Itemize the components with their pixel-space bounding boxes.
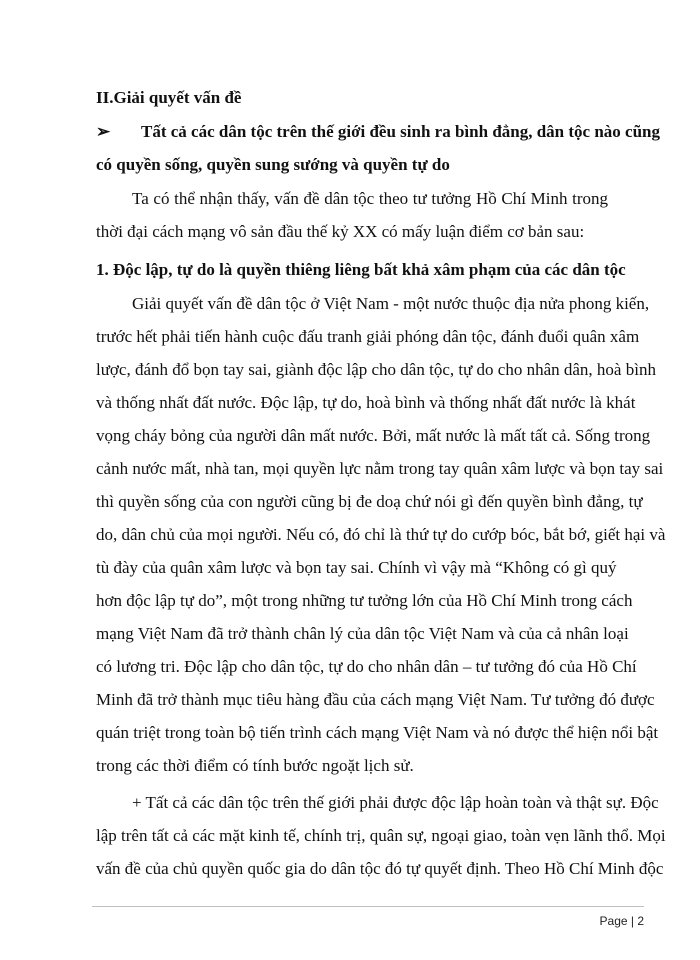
intro-line-2: thời đại cách mạng vô sản đầu thế kỷ XX có mấy luận điểm cơ bản sau: [96, 222, 585, 241]
section-heading: II.Giải quyết vấn đề [96, 88, 242, 107]
arrow-bullet-icon: ➢ [96, 122, 111, 141]
page-number: Page | 2 [599, 914, 644, 928]
paragraph2-line-3: vấn đề của chủ quyền quốc gia do dân tộc đó tự quyết định. Theo Hồ Chí Minh độc [96, 859, 664, 878]
paragraph1-line-6: cảnh nước mất, nhà tan, mọi quyền lực nằm trong tay quân xâm lược và bọn tay sai [96, 459, 664, 478]
paragraph1-line-4: và thống nhất đất nước. Độc lập, tự do, hoà bình và thống nhất đất nước là khát [96, 393, 636, 412]
paragraph1-line-14: quán triệt trong toàn bộ tiến trình cách mạng Việt Nam và nó được thể hiện nổi bật [96, 723, 659, 742]
paragraph1-line-11: mạng Việt Nam đã trở thành chân lý của dân tộc Việt Nam và của cả nhân loại [96, 624, 629, 643]
paragraph1-line-12: có lương tri. Độc lập cho dân tộc, tự do cho nhân dân – tư tưởng đó của Hồ Chí [96, 657, 637, 676]
paragraph1-line-3: lược, đánh đổ bọn tay sai, giành độc lập cho dân tộc, tự do cho nhân dân, hoà bình [96, 360, 656, 379]
intro-line-1: Ta có thể nhận thấy, vấn đề dân tộc theo tư tưởng Hồ Chí Minh trong [132, 189, 608, 208]
paragraph2-line-1: + Tất cả các dân tộc trên thế giới phải được độc lập hoàn toàn và thật sự. Độc [132, 793, 659, 812]
paragraph1-line-5: vọng cháy bỏng của người dân mất nước. Bởi, mất nước là mất tất cả. Sống trong [96, 426, 651, 445]
paragraph1-line-1: Giải quyết vấn đề dân tộc ở Việt Nam - một nước thuộc địa nửa phong kiến, [132, 294, 650, 313]
bullet-line-2: có quyền sống, quyền sung sướng và quyền tự do [96, 155, 450, 174]
bullet-line-1: Tất cả các dân tộc trên thế giới đều sinh ra bình đẳng, dân tộc nào cũng [141, 122, 660, 141]
paragraph1-line-8: do, dân chủ của mọi người. Nếu có, đó chỉ là thứ tự do cướp bóc, bắt bớ, giết hại và [96, 525, 666, 544]
paragraph1-line-2: trước hết phải tiến hành cuộc đấu tranh giải phóng dân tộc, đánh đuổi quân xâm [96, 327, 640, 346]
paragraph1-line-13: Minh đã trở thành mục tiêu hàng đầu của cách mạng Việt Nam. Tư tưởng đó được [96, 690, 655, 709]
paragraph2-line-2: lập trên tất cả các mặt kinh tế, chính trị, quân sự, ngoại giao, toàn vẹn lãnh thổ. Mọi [96, 826, 666, 845]
paragraph1-line-9: tù đày của quân xâm lược và bọn tay sai. Chính vì vậy mà “Không có gì quý [96, 558, 617, 577]
paragraph1-line-10: hơn độc lập tự do”, một trong những tư tưởng lớn của Hồ Chí Minh trong cách [96, 591, 633, 610]
footer-rule [92, 906, 644, 907]
paragraph1-line-15: trong các thời điểm có tính bước ngoặt lịch sử. [96, 756, 414, 775]
subheading: 1. Độc lập, tự do là quyền thiêng liêng bất khả xâm phạm của các dân tộc [96, 260, 626, 279]
paragraph1-line-7: thì quyền sống của con người cũng bị đe doạ chứ nói gì đến quyền bình đẳng, tự [96, 492, 643, 511]
